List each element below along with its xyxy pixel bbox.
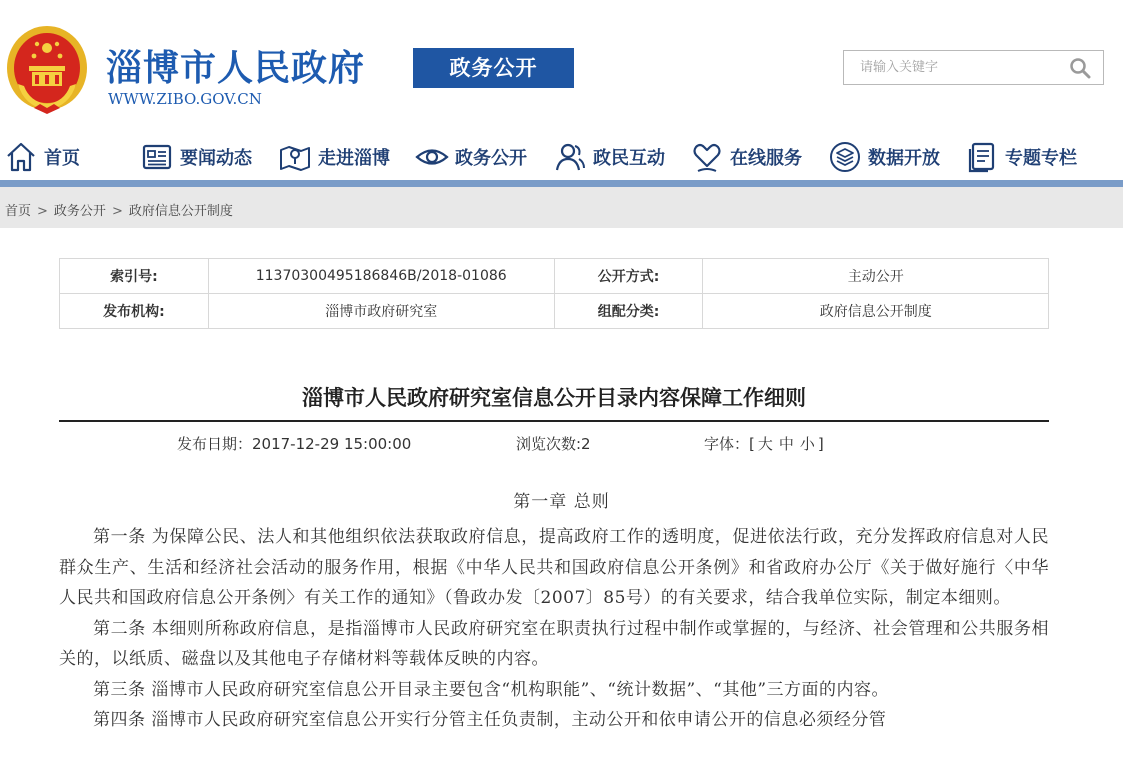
publisher-label: 发布机构: bbox=[60, 294, 209, 329]
index-value: 11370300495186846B/2018-01086 bbox=[208, 259, 554, 294]
nav-item-gov-open[interactable] bbox=[415, 134, 527, 180]
document-icon bbox=[965, 140, 999, 174]
nav-item-label: 走进淄博 bbox=[318, 148, 390, 169]
view-count: 浏览次数:2 bbox=[516, 435, 591, 453]
nav-item-news[interactable] bbox=[140, 134, 252, 180]
font-size-medium[interactable]: 中 bbox=[778, 435, 794, 453]
nav-item-label: 政民互动 bbox=[593, 148, 665, 169]
nav-item-special[interactable] bbox=[965, 134, 1077, 180]
search-input[interactable] bbox=[844, 51, 1064, 84]
national-emblem-icon[interactable] bbox=[4, 24, 90, 116]
article-title: 淄博市人民政府研究室信息公开目录内容保障工作细则 bbox=[302, 386, 806, 410]
font-size-control bbox=[704, 433, 824, 454]
publisher-value: 淄博市政府研究室 bbox=[208, 294, 554, 329]
map-icon bbox=[278, 140, 312, 174]
breadcrumb-home[interactable]: 首页 bbox=[5, 204, 32, 219]
table-row bbox=[60, 294, 1049, 329]
nav-item-home[interactable] bbox=[4, 134, 80, 180]
breadcrumb-band bbox=[0, 187, 1123, 228]
eye-icon bbox=[415, 140, 449, 174]
method-label: 公开方式: bbox=[554, 259, 703, 294]
nav-item-label: 数据开放 bbox=[868, 148, 940, 169]
font-size-bracket: ] bbox=[817, 435, 824, 453]
site-name[interactable]: 淄博市人民政府 bbox=[106, 48, 366, 89]
breadcrumb bbox=[5, 200, 233, 219]
nav-item-interaction[interactable] bbox=[553, 134, 665, 180]
zone-badge[interactable]: 政务公开 bbox=[413, 48, 574, 88]
breadcrumb-gov-open[interactable]: 政务公开 bbox=[53, 204, 106, 219]
font-size-label: 字体：[ bbox=[704, 435, 755, 453]
article-paragraph: 第三条 淄博市人民政府研究室信息公开目录主要包含“机构职能”、“统计数据”、“其他”三方面的内容。 bbox=[93, 679, 890, 700]
title-divider bbox=[59, 420, 1049, 422]
site-header bbox=[0, 0, 1123, 120]
breadcrumb-separator: > bbox=[111, 204, 123, 219]
people-icon bbox=[553, 140, 587, 174]
news-icon bbox=[140, 140, 174, 174]
article-paragraph: 第一条 为保障公民、法人和其他组织依法获取政府信息，提高政府工作的透明度，促进依法行政，充分发挥政府信息对人民群众生产、生活和经济社会活动的服务作用，根据《中华人民共和国政府信息公开条例》和省政府办公厅《关于做好施行〈中华人民共和国政府信息公开条例〉有关工作的通知》（鲁政办发〔2007〕85号）的有关要求，结合我单位实际，制定本细则。 bbox=[59, 527, 1049, 608]
home-icon bbox=[4, 140, 38, 174]
nav-item-online-service[interactable] bbox=[690, 134, 802, 180]
nav-item-label: 专题专栏 bbox=[1005, 148, 1077, 169]
breadcrumb-separator: > bbox=[37, 204, 48, 219]
document-meta-table bbox=[59, 258, 1049, 329]
font-size-small[interactable]: 小 bbox=[799, 435, 815, 453]
nav-item-label: 首页 bbox=[44, 148, 80, 169]
nav-divider bbox=[0, 180, 1123, 187]
layers-icon bbox=[828, 140, 862, 174]
font-size-large[interactable]: 大 bbox=[757, 435, 773, 453]
nav-item-label: 要闻动态 bbox=[180, 148, 252, 169]
article-paragraph: 第四条 淄博市人民政府研究室信息公开实行分管主任负责制，主动公开和依申请公开的信息必须经分管 bbox=[93, 710, 887, 730]
nav-item-open-data[interactable] bbox=[828, 134, 940, 180]
category-label: 组配分类: bbox=[554, 294, 703, 329]
table-row bbox=[60, 259, 1049, 294]
nav-item-label: 在线服务 bbox=[730, 148, 802, 169]
article-paragraph: 第二条 本细则所称政府信息，是指淄博市人民政府研究室在职责执行过程中制作或掌握的，与经济、社会管理和公共服务相关的，以纸质、磁盘以及其他电子存储材料等载体反映的内容。 bbox=[59, 618, 1049, 669]
search-icon[interactable] bbox=[1069, 57, 1091, 79]
main-nav bbox=[0, 134, 1123, 180]
heart-hand-icon bbox=[690, 140, 724, 174]
publish-date: 发布日期：2017-12-29 15:00:00 bbox=[177, 435, 412, 453]
search-box bbox=[843, 50, 1104, 85]
method-value: 主动公开 bbox=[703, 259, 1049, 294]
site-url[interactable]: WWW.ZIBO.GOV.CN bbox=[108, 90, 262, 108]
index-label: 索引号: bbox=[60, 259, 209, 294]
article-body bbox=[59, 522, 1049, 736]
chapter-heading: 第一章 总则 bbox=[513, 492, 610, 512]
breadcrumb-current[interactable]: 政府信息公开制度 bbox=[128, 204, 233, 219]
nav-item-label: 政务公开 bbox=[455, 148, 527, 169]
category-value: 政府信息公开制度 bbox=[703, 294, 1049, 329]
nav-item-about[interactable] bbox=[278, 134, 390, 180]
